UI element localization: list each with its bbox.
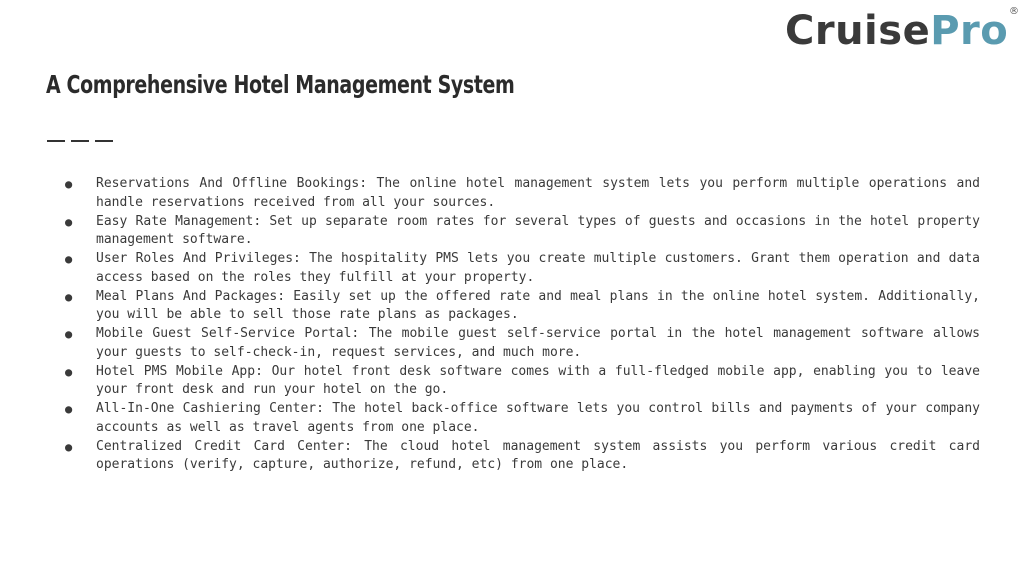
bullet-icon: ● [65, 214, 73, 229]
list-item [58, 438, 980, 476]
feature-text: Reservations And Offline Bookings: The online hotel management system lets you perform multiple operations and handle reservations received from all your sources. [96, 176, 980, 210]
list-item [58, 400, 980, 438]
list-item [58, 325, 980, 363]
feature-text: Meal Plans And Packages: Easily set up the offered rate and meal plans in the online hotel system. Additionally, you will be able to sell those rate plans as packages. [96, 288, 980, 323]
svg-text:CruisePro [785, 8, 1008, 54]
list-item [58, 213, 980, 251]
title-underline-dashes [47, 140, 113, 142]
bullet-icon: ● [65, 364, 73, 379]
bullet-icon: ● [65, 402, 73, 416]
dash [95, 140, 113, 142]
bullet-icon: ● [65, 327, 73, 341]
bullet-icon: ● [65, 289, 73, 304]
list-item [58, 288, 980, 326]
list-item [58, 250, 980, 288]
feature-text: Easy Rate Management: Set up separate room rates for several types of guests and occasions in the hotel property management software. [96, 213, 980, 248]
feature-list [58, 175, 980, 475]
bullet-icon: ● [65, 252, 73, 266]
feature-text: All-In-One Cashiering Center: The hotel back-office software lets you control bills and payments of your company accounts as well as travel agents from one place. [96, 401, 980, 435]
list-item [58, 363, 980, 401]
registered-mark: ® [1009, 6, 1019, 17]
cruisepro-logo [783, 2, 1019, 54]
feature-text: Mobile Guest Self-Service Portal: The mobile guest self-service portal in the hotel management software allows your guests to self-check-in, request services, and much more. [96, 326, 980, 360]
feature-text: User Roles And Privileges: The hospitality PMS lets you create multiple customers. Grant them operation and data access based on the roles they fulfill at your property. [96, 251, 980, 285]
bullet-icon: ● [65, 439, 73, 454]
feature-text: Centralized Credit Card Center: The cloud hotel management system assists you perform various credit card operations (verify, capture, authorize, refund, etc) from one place. [96, 438, 980, 473]
dash [71, 140, 89, 142]
logo-text-cruise: Cruise [785, 8, 931, 54]
list-item [58, 175, 980, 213]
dash [47, 140, 65, 142]
feature-text: Hotel PMS Mobile App: Our hotel front desk software comes with a full-fledged mobile app, enabling you to leave your front desk and run your hotel on the go. [96, 363, 980, 398]
bullet-icon: ● [65, 177, 73, 191]
page-title: A Comprehensive Hotel Management System [46, 70, 515, 99]
logo-text-pro: Pro [930, 8, 1009, 54]
